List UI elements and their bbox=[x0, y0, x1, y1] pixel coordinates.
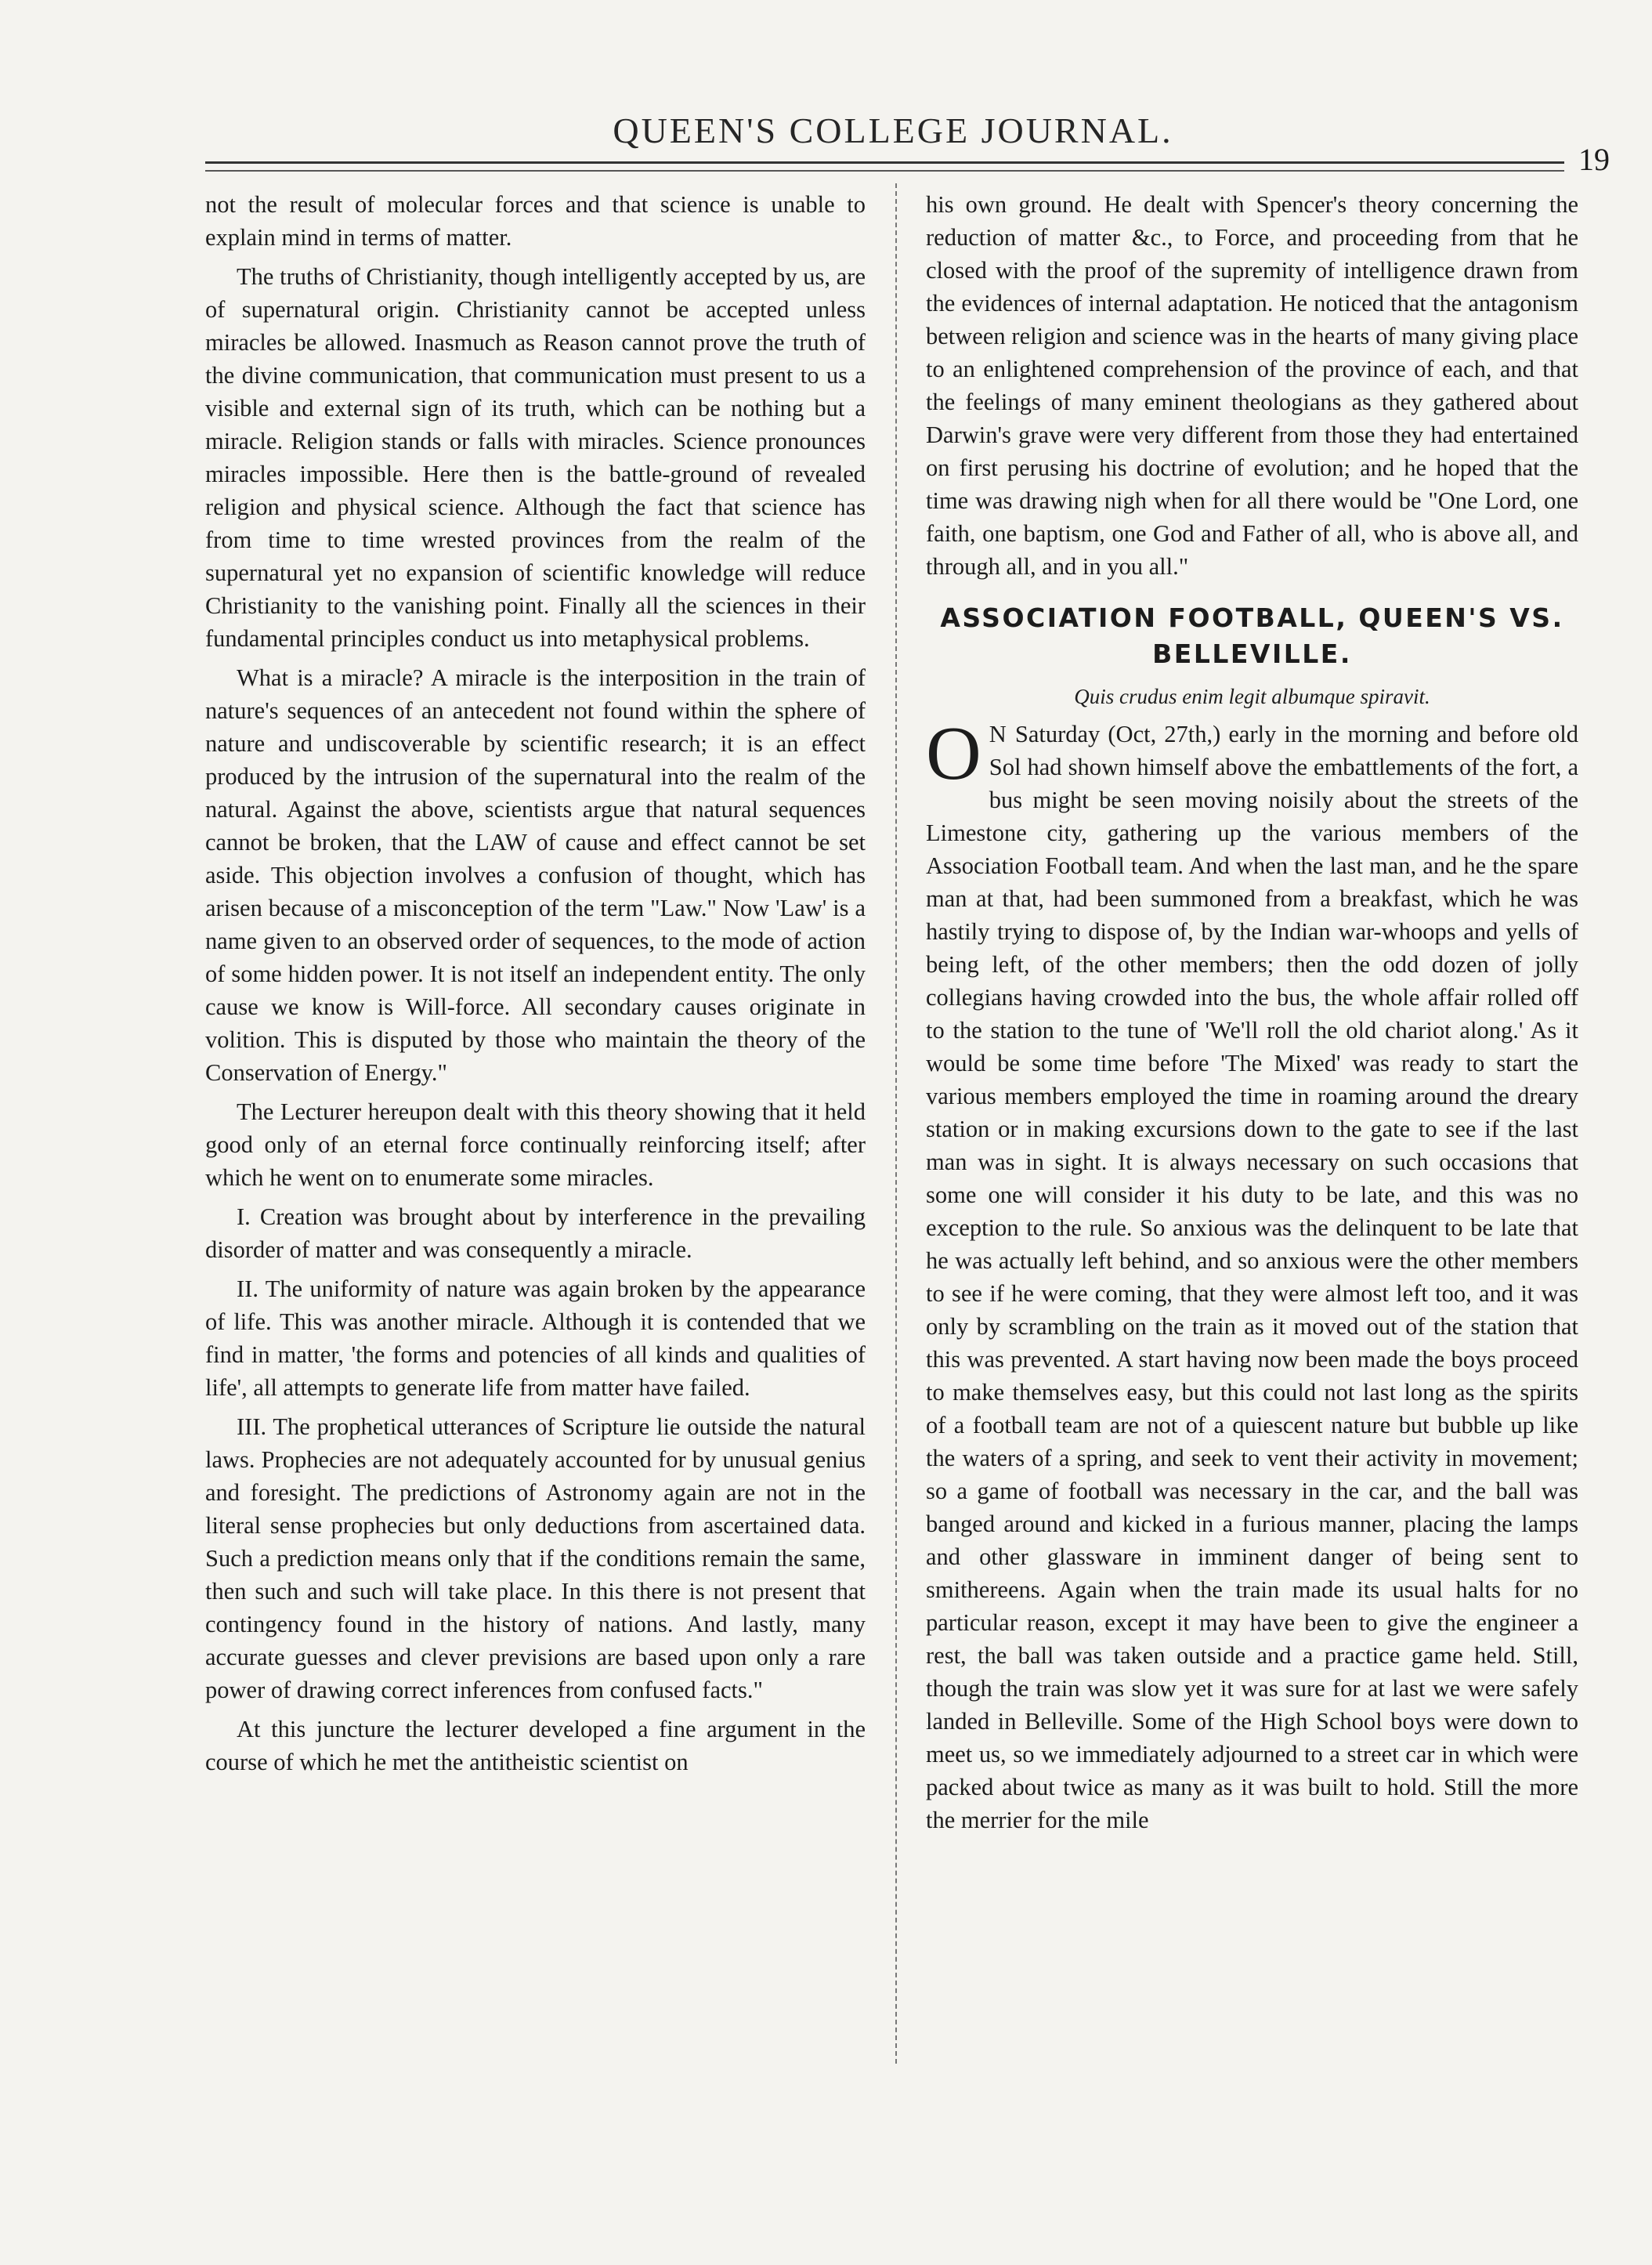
first-letter: N bbox=[989, 721, 1007, 747]
numbered-paragraph: II. The uniformity of nature was again broken by the appearance of life. This was another miracle. Although it is contended that we find in matter, 'the forms and potencies of all kinds and qualities of life', all attempts to generate life from matter have failed. bbox=[205, 1275, 866, 1401]
article-body-text: Saturday (Oct, 27th,) early in the morning and before old Sol had shown himself above the embattlements of the fort, a bus might be seen moving noisily about the streets of the Limestone city, gathering up the various members of the Association Football team. And when the last man, and he the spare man at that, had been summoned from a breakfast, which he was hastily trying to dispose of, by the Indian war-whoops and yells of being left, of the other members; then the odd dozen of jolly collegians having crowded into the bus, the whole affair rolled off to the station to the tune of 'We'll roll the old chariot along.' As it would be some time before 'The Mixed' was ready to start the various members employed the time in roaming around the dreary station or in making excursions down to the gate to see if the last man was in sight. It is always necessary on such occasions that some one will consider it his duty to be late, and this was no exception to the rule. So anxious was the delinquent to be late that he was actually left behind, and so anxious were the other members to see if he were coming, that they were almost left too, and it was only by scrambling on the train as it moved out of the station that this was prevented. A start having now been made the boys proceed to make themselves easy, but this could not last long as the spirits of a football team are not of a quiescent nature but bubble up like the waters of a spring, and seek to vent their activity in movement; so a game of football was necessary in the car, and the ball was banged around and kicked in a furious manner, placing the lamps and other glassware in imminent danger of being sent to smithereens. Again when the train made its usual halts for no particular reason, except it may have been to give the engineer a rest, the ball was taken outside and a practice game held. Still, though the train was slow yet it was sure for at last we were safely landed in Belleville. Some of the High School boys were down to meet us, so we immediately adjourned to a street car in which were packed about twice as many as it was built to hold. Still the more the merrier for the mile bbox=[926, 721, 1578, 1833]
column-divider bbox=[895, 183, 897, 2064]
left-column bbox=[205, 188, 866, 1785]
left-paragraph: At this juncture the lecturer developed a fine argument in the course of which he met the antitheistic scientist on bbox=[205, 1716, 866, 1775]
left-paragraph: What is a miracle? A miracle is the interposition in the train of nature's sequences of an antecedent not found within the sphere of nature and undiscoverable by scientific research; it is an effect produced by the intrusion of the supernatural into the realm of the natural. Against the above, scientists argue that natural sequences cannot be broken, that the LAW of cause and effect cannot be set aside. This objection involves a confusion of thought, which has arisen because of a misconception of the term "Law." Now 'Law' is a name given to an observed order of sequences, to the mode of action of some hidden power. It is not itself an independent entity. The only cause we know is Will-force. All secondary causes originate in volition. This is disputed by those who maintain the theory of the Conservation of Energy." bbox=[205, 664, 866, 1086]
right-continuation-paragraph: his own ground. He dealt with Spencer's theory concerning the reduction of matter &c., to Force, and proceeding from that he closed with the proof of the supremity of intelligence drawn from the evidences of internal adaptation. He noticed that the antagonism between religion and science was in the hearts of many giving place to an enlightened comprehension of the province of each, and that the feelings of many eminent theologians as they gathered about Darwin's grave were very different from those they had entertained on first perusing his doctrine of evolution; and he hoped that the time was drawing nigh when for all there would be "One Lord, one faith, one baptism, one God and Father of all, who is above all, and through all, and in you all." bbox=[926, 191, 1578, 580]
article-motto: Quis crudus enim legit albumque spiravit. bbox=[1074, 685, 1430, 708]
page-header-title: QUEEN'S COLLEGE JOURNAL. bbox=[613, 110, 1173, 150]
numbered-paragraph: III. The prophetical utterances of Scripture lie outside the natural laws. Prophecies are not adequately accounted for by unusual genius and foresight. The predictions of Astronomy again are not in the literal sense prophecies but only deductions from ascertained data. Such a prediction means only that if the conditions remain the same, then such and such will take place. In this there is not present that contingency found in the history of nations. And lastly, many accurate guesses and clever previsions are based upon only a rare power of drawing correct inferences from confused facts." bbox=[205, 1413, 866, 1703]
article-headline: ASSOCIATION FOOTBALL, QUEEN'S VS. BELLEVILLE. bbox=[940, 602, 1564, 669]
left-paragraph: The Lecturer hereupon dealt with this theory showing that it held good only of an eternal force continually reinforcing itself; after which he went on to enumerate some miracles. bbox=[205, 1098, 866, 1191]
numbered-paragraph: I. Creation was brought about by interference in the prevailing disorder of matter and was consequently a miracle. bbox=[205, 1203, 866, 1263]
right-column bbox=[926, 188, 1578, 1843]
article-body bbox=[926, 711, 1578, 1836]
left-paragraph: not the result of molecular forces and that science is unable to explain mind in terms of matter. bbox=[205, 191, 866, 251]
left-paragraph: The truths of Christianity, though intelligently accepted by us, are of supernatural origin. Christianity cannot be accepted unless miracles be allowed. Inasmuch as Reason cannot prove the truth of the divine communication, that communication must present to us a visible and external sign of its truth, which can be nothing but a miracle. Religion stands or falls with miracles. Science pronounces miracles impossible. Here then is the battle-ground of revealed religion and physical science. Although the fact that science has from time to time wrested provinces from the realm of the supernatural yet no expansion of scientific knowledge will reduce Christianity to the vanishing point. Finally all the sciences in their fundamental principles conduct us into metaphysical problems. bbox=[205, 263, 866, 652]
header-rule-top bbox=[205, 161, 1564, 164]
header-rule-bottom bbox=[205, 170, 1564, 172]
drop-cap: O bbox=[926, 711, 981, 796]
page-number: 19 bbox=[1578, 142, 1610, 177]
